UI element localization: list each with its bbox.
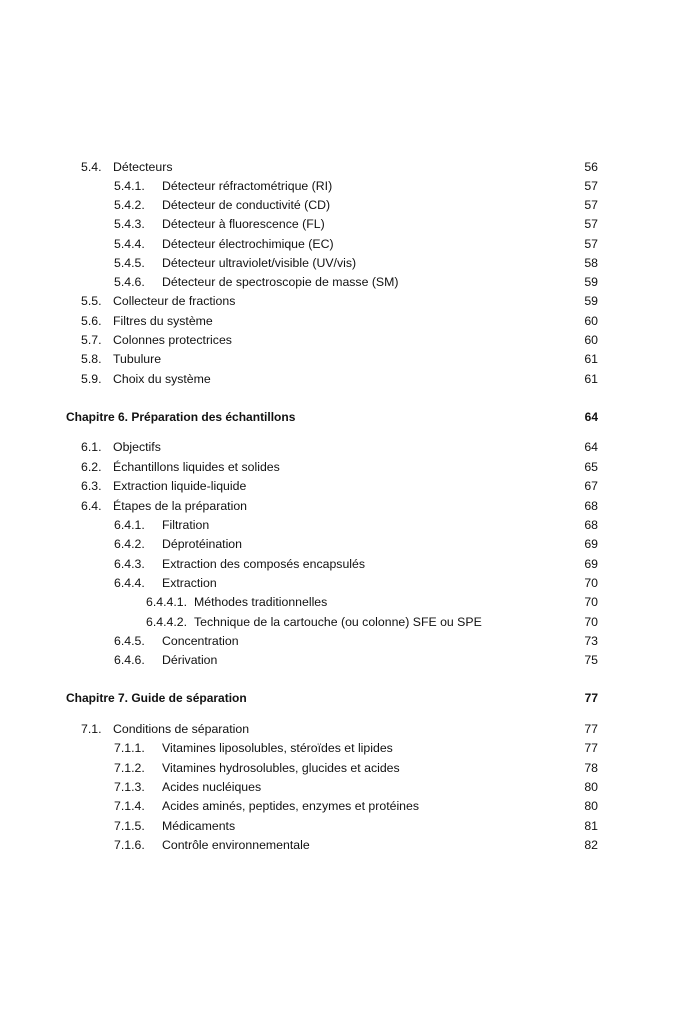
toc-entry-page: 64 — [584, 440, 598, 454]
toc-entry[interactable] — [0, 370, 700, 389]
toc-entry-title: Détecteur ultraviolet/visible (UV/vis) — [162, 256, 357, 270]
toc-entry[interactable] — [0, 312, 700, 331]
toc-entry-number: 6.4.6. — [114, 653, 145, 667]
toc-entry-title: Vitamines liposolubles, stéroïdes et lipides — [162, 741, 393, 755]
toc-entry-title: Technique de la cartouche (ou colonne) SFE ou SPE — [194, 615, 482, 629]
toc-entry-number: 7.1.5. — [114, 819, 145, 833]
toc-entry-number: 6.4.4. — [114, 576, 145, 590]
toc-entry[interactable] — [0, 331, 700, 350]
toc-entry-title: Méthodes traditionnelles — [194, 595, 328, 609]
toc-entry-page: 59 — [584, 294, 598, 308]
toc-entry-page: 69 — [584, 557, 598, 571]
toc-entry[interactable] — [0, 797, 700, 816]
toc-entry-title: Collecteur de fractions — [113, 294, 236, 308]
toc-entry-title: Extraction des composés encapsulés — [162, 557, 366, 571]
toc-entry-page: 77 — [584, 741, 598, 755]
toc-entry[interactable] — [0, 516, 700, 535]
toc-entry-title: Extraction liquide-liquide — [113, 479, 247, 493]
toc-entry-number: 6.4.4.1. — [146, 595, 188, 609]
toc-entry-page: 82 — [584, 838, 598, 852]
toc-entry-number: 7.1.6. — [114, 838, 145, 852]
toc-entry[interactable] — [0, 555, 700, 574]
toc-entry-page: 60 — [584, 314, 598, 328]
toc-entry-page: 68 — [584, 518, 598, 532]
toc-entry[interactable] — [0, 535, 700, 554]
toc-entry-title: Choix du système — [113, 372, 211, 386]
toc-entry-page: 70 — [584, 576, 598, 590]
toc-entry-title: Acides nucléiques — [162, 780, 262, 794]
toc-entry-page: 69 — [584, 537, 598, 551]
toc-entry-title: Dérivation — [162, 653, 218, 667]
toc-entry[interactable] — [0, 593, 700, 612]
toc-entry-title: Contrôle environnementale — [162, 838, 310, 852]
toc-entry[interactable] — [0, 350, 700, 369]
toc-entry-number: 7.1.2. — [114, 761, 145, 775]
toc-chapter-heading[interactable] — [0, 689, 700, 708]
toc-entry-page: 73 — [584, 634, 598, 648]
toc-entry-number: 6.2. — [81, 460, 102, 474]
toc-entry-number: 5.4.4. — [114, 237, 145, 251]
toc-entry-title: Médicaments — [162, 819, 236, 833]
toc-entry-page: 57 — [584, 198, 598, 212]
toc-entry-page: 65 — [584, 460, 598, 474]
toc-entry-page: 80 — [584, 780, 598, 794]
toc-entry[interactable] — [0, 196, 700, 215]
toc-entry-number: 7.1.3. — [114, 780, 145, 794]
toc-entry[interactable] — [0, 177, 700, 196]
toc-entry-page: 78 — [584, 761, 598, 775]
toc-entry-number: 5.8. — [81, 352, 102, 366]
toc-entry-title: Filtres du système — [113, 314, 213, 328]
toc-entry[interactable] — [0, 254, 700, 273]
toc-entry-page: 57 — [584, 237, 598, 251]
toc-entry-title: Échantillons liquides et solides — [113, 460, 280, 474]
toc-entry-page: 77 — [584, 722, 598, 736]
toc-entry-page: 60 — [584, 333, 598, 347]
toc-entry-page: 59 — [584, 275, 598, 289]
toc-entry-number: 6.4. — [81, 499, 102, 513]
toc-entry-number: 6.4.3. — [114, 557, 145, 571]
toc-entry[interactable] — [0, 477, 700, 496]
toc-entry-title: Chapitre 6. Préparation des échantillons — [66, 410, 296, 424]
toc-entry-number: 6.4.5. — [114, 634, 145, 648]
toc-entry[interactable] — [0, 651, 700, 670]
toc-entry-number: 7.1.4. — [114, 799, 145, 813]
toc-entry-title: Concentration — [162, 634, 239, 648]
toc-entry-number: 6.4.1. — [114, 518, 145, 532]
toc-entry-title: Détecteur de conductivité (CD) — [162, 198, 331, 212]
toc-entry-title: Détecteur réfractométrique (RI) — [162, 179, 333, 193]
toc-entry-title: Filtration — [162, 518, 210, 532]
toc-entry-number: 6.4.4.2. — [146, 615, 188, 629]
toc-entry[interactable] — [0, 817, 700, 836]
toc-entry-page: 70 — [584, 595, 598, 609]
toc-entry-number: 5.4.6. — [114, 275, 145, 289]
toc-entry[interactable] — [0, 778, 700, 797]
toc-entry-number: 5.4.3. — [114, 217, 145, 231]
toc-entry-number: 6.4.2. — [114, 537, 145, 551]
toc-entry[interactable] — [0, 632, 700, 651]
toc-entry-page: 80 — [584, 799, 598, 813]
toc-entry[interactable] — [0, 739, 700, 758]
toc-entry-page: 61 — [584, 352, 598, 366]
toc-entry-page: 58 — [584, 256, 598, 270]
toc-entry[interactable] — [0, 273, 700, 292]
toc-entry-number: 7.1. — [81, 722, 102, 736]
toc-entry-page: 68 — [584, 499, 598, 513]
toc-entry-number: 5.9. — [81, 372, 102, 386]
toc-entry-page: 57 — [584, 217, 598, 231]
toc-entry[interactable] — [0, 613, 700, 632]
toc-entry-title: Tubulure — [113, 352, 162, 366]
toc-entry-title: Objectifs — [113, 440, 161, 454]
toc-entry-page: 64 — [584, 410, 598, 424]
toc-entry-number: 5.4.5. — [114, 256, 145, 270]
toc-entry[interactable] — [0, 215, 700, 234]
toc-entry-title: Extraction — [162, 576, 217, 590]
toc-entry-number: 5.6. — [81, 314, 102, 328]
toc-entry-number: 7.1.1. — [114, 741, 145, 755]
toc-entry[interactable] — [0, 574, 700, 593]
toc-entry-number: 5.4. — [81, 160, 102, 174]
toc-entry-page: 61 — [584, 372, 598, 386]
toc-entry-number: 6.1. — [81, 440, 102, 454]
toc-chapter-heading[interactable] — [0, 408, 700, 427]
toc-entry[interactable] — [0, 836, 700, 855]
toc-entry-number: 6.3. — [81, 479, 102, 493]
toc-entry-title: Détecteur à fluorescence (FL) — [162, 217, 325, 231]
toc-entry-title: Chapitre 7. Guide de séparation — [66, 691, 247, 705]
toc-entry-title: Déprotéination — [162, 537, 242, 551]
toc-entry-page: 75 — [584, 653, 598, 667]
toc-entry[interactable] — [0, 292, 700, 311]
toc-entry[interactable] — [0, 235, 700, 254]
toc-entry[interactable] — [0, 720, 700, 739]
toc-entry-page: 56 — [584, 160, 598, 174]
toc-entry-title: Détecteur électrochimique (EC) — [162, 237, 334, 251]
toc-entry[interactable] — [0, 759, 700, 778]
toc-entry[interactable] — [0, 458, 700, 477]
toc-entry-number: 5.4.1. — [114, 179, 145, 193]
toc-entry-page: 77 — [584, 691, 598, 705]
toc-entry-page: 81 — [584, 819, 598, 833]
toc-entry[interactable] — [0, 158, 700, 177]
toc-entry-title: Conditions de séparation — [113, 722, 250, 736]
toc-entry[interactable] — [0, 438, 700, 457]
toc-entry-title: Étapes de la préparation — [113, 499, 247, 513]
toc-entry-title: Détecteur de spectroscopie de masse (SM) — [162, 275, 399, 289]
toc-entry-page: 57 — [584, 179, 598, 193]
toc-entry-number: 5.5. — [81, 294, 102, 308]
toc-entry-title: Vitamines hydrosolubles, glucides et acides — [162, 761, 400, 775]
toc-entry[interactable] — [0, 497, 700, 516]
toc-entry-page: 70 — [584, 615, 598, 629]
toc-entry-title: Détecteurs — [113, 160, 173, 174]
toc-entry-page: 67 — [584, 479, 598, 493]
toc-entry-number: 5.7. — [81, 333, 102, 347]
toc-entry-number: 5.4.2. — [114, 198, 145, 212]
toc-entry-title: Colonnes protectrices — [113, 333, 232, 347]
toc-entry-title: Acides aminés, peptides, enzymes et protéines — [162, 799, 420, 813]
